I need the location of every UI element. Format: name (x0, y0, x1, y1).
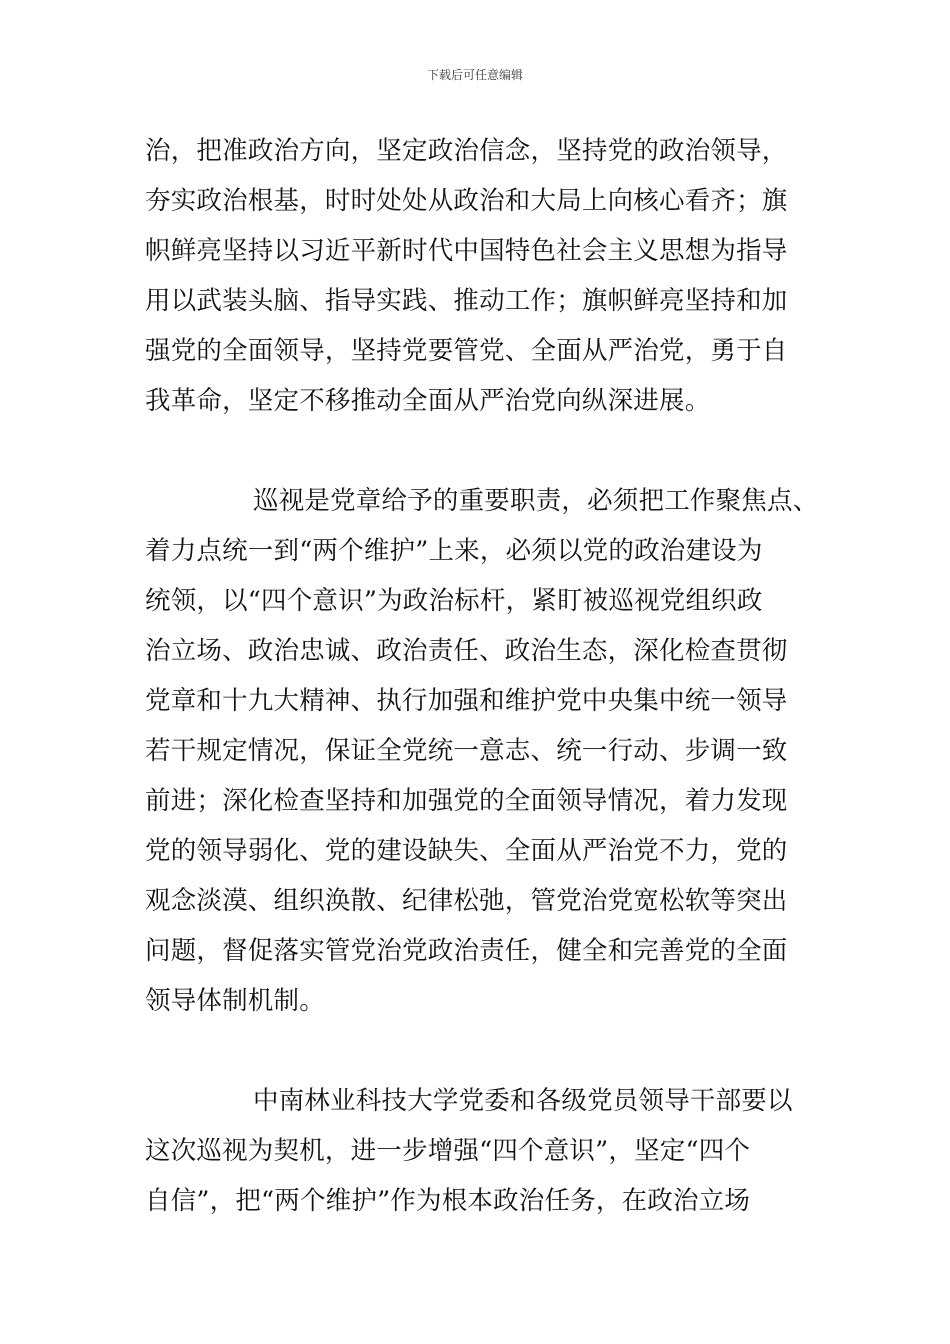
paragraph-spacer (145, 426, 817, 476)
text-line: 我革命，坚定不移推动全面从严治党向纵深进展。 (145, 386, 711, 416)
text-line: 若干规定情况，保证全党统一意志、统一行动、步调一致 (145, 736, 788, 766)
text-line: 党章和十九大精神、执行加强和维护党中央集中统一领导 (145, 686, 788, 716)
text-line: 前进；深化检查坚持和加强党的全面领导情况，着力发现 (145, 786, 788, 816)
text-line: 用以武装头脑、指导实践、推动工作；旗帜鲜亮坚持和加 (145, 286, 788, 316)
text-line: 问题，督促落实管党治党政治责任，健全和完善党的全面 (145, 936, 788, 966)
paragraph-2 (145, 476, 817, 1026)
paragraph-1 (145, 126, 817, 426)
paragraph-3 (145, 1076, 817, 1226)
text-line: 治，把准政治方向，坚定政治信念，坚持党的政治领导， (145, 136, 788, 166)
text-line: 中南林业科技大学党委和各级党员领导干部要以 (253, 1086, 793, 1116)
document-body (145, 126, 817, 1226)
text-line: 治立场、政治忠诚、政治责任、政治生态，深化检查贯彻 (145, 636, 788, 666)
text-line: 巡视是党章给予的重要职责，必须把工作聚焦点、 (253, 486, 819, 516)
text-line: 着力点统一到“两个维护”上来，必须以党的政治建设为 (145, 536, 763, 566)
text-line: 夯实政治根基，时时处处从政治和大局上向核心看齐；旗 (145, 186, 788, 216)
text-line: 统领，以“四个意识”为政治标杆，紧盯被巡视党组织政 (145, 586, 763, 616)
text-line: 这次巡视为契机，进一步增强“四个意识”，坚定“四个 (145, 1136, 751, 1166)
text-line: 党的领导弱化、党的建设缺失、全面从严治党不力，党的 (145, 836, 788, 866)
text-line: 强党的全面领导，坚持党要管党、全面从严治党，勇于自 (145, 336, 788, 366)
text-line: 自信”，把“两个维护”作为根本政治任务，在政治立场 (145, 1186, 751, 1216)
text-line: 领导体制机制。 (145, 986, 325, 1016)
page-header: 下载后可任意编辑 (426, 68, 523, 82)
paragraph-spacer (145, 1026, 817, 1076)
text-line: 观念淡漠、组织涣散、纪律松弛，管党治党宽松软等突出 (145, 886, 788, 916)
text-line: 帜鲜亮坚持以习近平新时代中国特色社会主义思想为指导 (145, 236, 788, 266)
